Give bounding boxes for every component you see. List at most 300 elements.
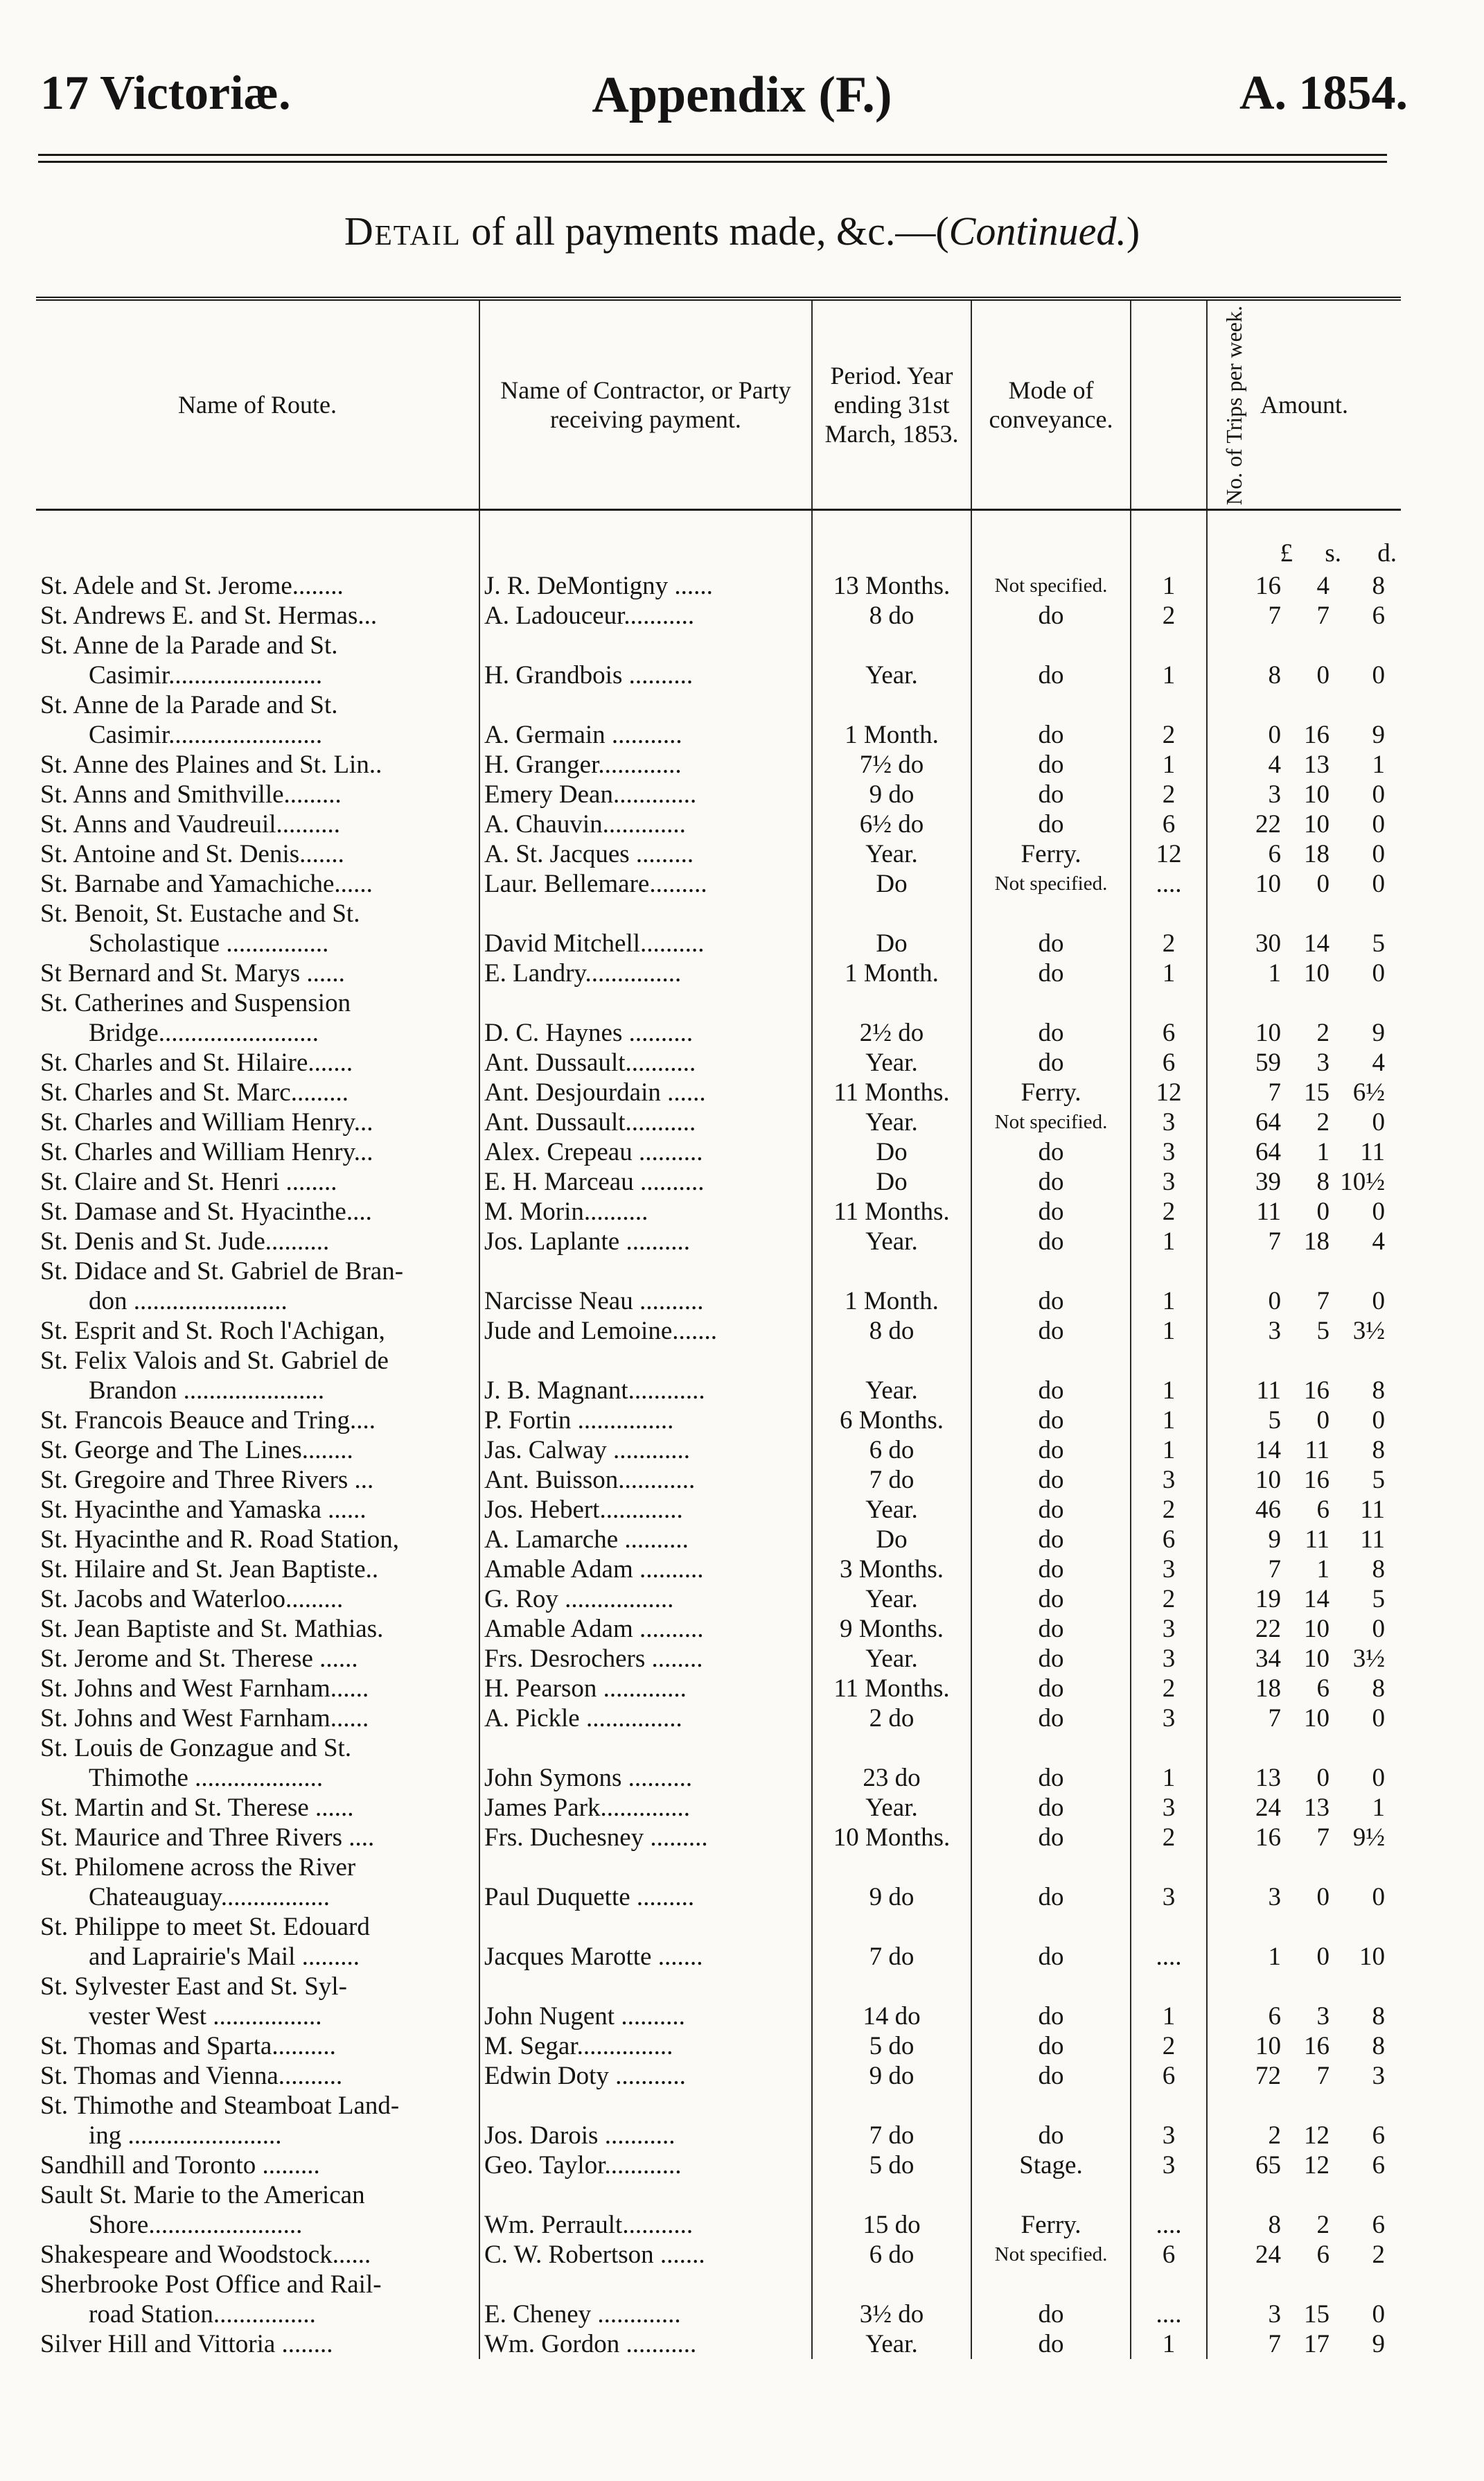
period-cell: 8 do bbox=[812, 601, 971, 631]
table-row bbox=[36, 1823, 1401, 1852]
amount-pounds: 1 bbox=[1268, 1943, 1281, 1971]
amount-shillings: 2 bbox=[1316, 1019, 1330, 1047]
amount-cell bbox=[1207, 1107, 1401, 1137]
contractor-cell: Jos. Laplante .......... bbox=[479, 1227, 812, 1256]
route-line: St. Charles and St. Marc......... bbox=[40, 1078, 348, 1107]
route-line: St. Claire and St. Henri ........ bbox=[40, 1168, 337, 1196]
contractor-cell: E. Landry............... bbox=[479, 958, 812, 988]
route-line: road Station................ bbox=[89, 2300, 316, 2329]
header-rule-bottom bbox=[38, 161, 1387, 163]
period-cell: 7 do bbox=[812, 2091, 971, 2150]
route-cell bbox=[36, 2329, 479, 2359]
table-row bbox=[36, 958, 1401, 988]
amount-pounds: 3 bbox=[1268, 1317, 1281, 1345]
mode-cell: do bbox=[971, 690, 1131, 750]
amount-pence: 4 bbox=[1372, 1049, 1385, 1077]
amount-cell bbox=[1207, 1525, 1401, 1554]
table-row bbox=[36, 988, 1401, 1048]
trips-cell: 1 bbox=[1131, 1346, 1207, 1405]
amount-shillings: 6 bbox=[1316, 1496, 1330, 1524]
route-line: St. Gregoire and Three Rivers ... bbox=[40, 1466, 374, 1494]
mode-cell: do bbox=[971, 1912, 1131, 1972]
amount-pence: 6 bbox=[1372, 2121, 1385, 2150]
amount-cell bbox=[1207, 1316, 1401, 1346]
route-line: and Laprairie's Mail ......... bbox=[89, 1943, 360, 1971]
route-line: St. Johns and West Farnham...... bbox=[40, 1674, 369, 1703]
amount-shillings: 3 bbox=[1316, 1049, 1330, 1077]
table-row bbox=[36, 2061, 1401, 2091]
amount-cell bbox=[1207, 1346, 1401, 1405]
mode-cell: do bbox=[971, 750, 1131, 780]
mode-cell: do bbox=[971, 1644, 1131, 1674]
amount-cell bbox=[1207, 2091, 1401, 2150]
mode-cell: do bbox=[971, 1584, 1131, 1614]
route-line: don ........................ bbox=[89, 1287, 288, 1315]
trips-cell: 6 bbox=[1131, 1525, 1207, 1554]
header-rule-top bbox=[38, 154, 1387, 156]
route-cell bbox=[36, 1495, 479, 1525]
contractor-cell: E. H. Marceau .......... bbox=[479, 1167, 812, 1197]
period-cell: 5 do bbox=[812, 2150, 971, 2180]
col-header-mode: Mode of conveyance. bbox=[971, 299, 1131, 510]
amount-pence: 6 bbox=[1372, 2211, 1385, 2239]
table-row bbox=[36, 2270, 1401, 2329]
trips-cell: 3 bbox=[1131, 1793, 1207, 1823]
contractor-cell: Jas. Calway ............ bbox=[479, 1435, 812, 1465]
amount-shillings: 5 bbox=[1316, 1317, 1330, 1345]
route-line: Sandhill and Toronto ......... bbox=[40, 2151, 320, 2180]
mode-cell: do bbox=[971, 1316, 1131, 1346]
trips-cell: 2 bbox=[1131, 1584, 1207, 1614]
mode-cell: do bbox=[971, 1405, 1131, 1435]
table-row bbox=[36, 1048, 1401, 1078]
table-row bbox=[36, 1167, 1401, 1197]
trips-cell: 1 bbox=[1131, 750, 1207, 780]
route-line: Chateauguay................. bbox=[89, 1883, 330, 1911]
shillings-unit: s. bbox=[1325, 539, 1341, 568]
period-cell: 10 Months. bbox=[812, 1823, 971, 1852]
amount-pounds: 0 bbox=[1268, 721, 1281, 749]
amount-pence: 11 bbox=[1360, 1525, 1385, 1554]
amount-cell bbox=[1207, 839, 1401, 869]
trips-cell: 1 bbox=[1131, 1733, 1207, 1793]
table-row bbox=[36, 899, 1401, 958]
route-line: Silver Hill and Vittoria ........ bbox=[40, 2330, 333, 2358]
amount-cell bbox=[1207, 780, 1401, 809]
route-cell bbox=[36, 1435, 479, 1465]
amount-cell bbox=[1207, 1435, 1401, 1465]
pounds-unit: £ bbox=[1280, 539, 1293, 568]
amount-cell bbox=[1207, 1733, 1401, 1793]
mode-cell: do bbox=[971, 780, 1131, 809]
amount-pence: 0 bbox=[1372, 1615, 1385, 1643]
mode-cell: do bbox=[971, 1346, 1131, 1405]
period-cell: 1 Month. bbox=[812, 958, 971, 988]
contractor-cell: Ant. Dussault........... bbox=[479, 1107, 812, 1137]
amount-shillings: 6 bbox=[1316, 2241, 1330, 2269]
amount-cell bbox=[1207, 1078, 1401, 1107]
trips-cell: 3 bbox=[1131, 2150, 1207, 2180]
amount-cell bbox=[1207, 1495, 1401, 1525]
contractor-cell: M. Morin.......... bbox=[479, 1197, 812, 1227]
contractor-cell: J. B. Magnant............ bbox=[479, 1346, 812, 1405]
amount-cell bbox=[1207, 899, 1401, 958]
amount-shillings: 15 bbox=[1304, 2300, 1330, 2329]
amount-shillings: 7 bbox=[1316, 2062, 1330, 2090]
period-cell: 23 do bbox=[812, 1733, 971, 1793]
contractor-cell: A. Germain ........... bbox=[479, 690, 812, 750]
contractor-cell: Laur. Bellemare......... bbox=[479, 869, 812, 899]
period-cell: 11 Months. bbox=[812, 1078, 971, 1107]
amount-cell bbox=[1207, 631, 1401, 690]
amount-pounds: 2 bbox=[1268, 2121, 1281, 2150]
amount-pence: 11 bbox=[1360, 1138, 1385, 1166]
col-header-trips bbox=[1131, 299, 1246, 510]
amount-pence: 8 bbox=[1372, 1436, 1385, 1464]
amount-shillings: 0 bbox=[1316, 1198, 1330, 1226]
mode-cell: do bbox=[971, 1167, 1131, 1197]
route-line: St. Andrews E. and St. Hermas... bbox=[40, 602, 378, 630]
amount-pounds: 7 bbox=[1268, 1227, 1281, 1256]
amount-shillings: 8 bbox=[1316, 1168, 1330, 1196]
amount-cell bbox=[1207, 1823, 1401, 1852]
table-row bbox=[36, 1465, 1401, 1495]
route-line: Sault St. Marie to the American bbox=[40, 2181, 365, 2209]
amount-pence: 0 bbox=[1372, 1704, 1385, 1733]
contractor-cell: A. St. Jacques ......... bbox=[479, 839, 812, 869]
period-cell: Year. bbox=[812, 1584, 971, 1614]
table-row bbox=[36, 1674, 1401, 1703]
route-line: St. Damase and St. Hyacinthe.... bbox=[40, 1198, 372, 1226]
route-line: Bridge......................... bbox=[89, 1019, 319, 1047]
table-row bbox=[36, 1733, 1401, 1793]
col-header-contractor: Name of Contractor, or Party receiving payment. bbox=[479, 299, 812, 510]
contractor-cell: James Park.............. bbox=[479, 1793, 812, 1823]
trips-header-label: No. of Trips per week. bbox=[1221, 305, 1246, 505]
mode-cell: do bbox=[971, 1137, 1131, 1167]
mode-cell: do bbox=[971, 2329, 1131, 2359]
amount-pounds: 7 bbox=[1268, 1704, 1281, 1733]
table-row bbox=[36, 2329, 1401, 2359]
amount-pence: 3½ bbox=[1352, 1317, 1385, 1345]
route-cell bbox=[36, 2180, 479, 2240]
contractor-cell: Ant. Desjourdain ...... bbox=[479, 1078, 812, 1107]
amount-pounds: 3 bbox=[1268, 1883, 1281, 1911]
amount-cell bbox=[1207, 2270, 1401, 2329]
amount-pence: 0 bbox=[1372, 1108, 1385, 1137]
amount-cell bbox=[1207, 1674, 1401, 1703]
route-line: St. Philippe to meet St. Edouard bbox=[40, 1913, 370, 1941]
route-line: Casimir........................ bbox=[89, 721, 323, 749]
trips-cell: 1 bbox=[1131, 1405, 1207, 1435]
amount-pence: 0 bbox=[1372, 959, 1385, 988]
amount-pounds: 0 bbox=[1268, 1287, 1281, 1315]
route-line: St. Antoine and St. Denis....... bbox=[40, 840, 344, 868]
route-cell bbox=[36, 899, 479, 958]
amount-cell bbox=[1207, 1465, 1401, 1495]
route-line: Brandon ...................... bbox=[89, 1376, 325, 1405]
mode-cell: Ferry. bbox=[971, 1078, 1131, 1107]
col-header-period: Period. Year ending 31st March, 1853. bbox=[812, 299, 971, 510]
amount-pounds: 13 bbox=[1255, 1764, 1281, 1792]
contractor-cell: Edwin Doty ........... bbox=[479, 2061, 812, 2091]
page-title bbox=[0, 208, 1484, 254]
table-row bbox=[36, 571, 1401, 601]
amount-cell bbox=[1207, 1644, 1401, 1674]
route-cell bbox=[36, 1584, 479, 1614]
table-row bbox=[36, 1435, 1401, 1465]
contractor-cell: A. Lamarche .......... bbox=[479, 1525, 812, 1554]
amount-units bbox=[1207, 538, 1401, 571]
amount-pence: 0 bbox=[1372, 1764, 1385, 1792]
trips-cell: 2 bbox=[1131, 780, 1207, 809]
contractor-cell: Frs. Desrochers ........ bbox=[479, 1644, 812, 1674]
route-line: St. Thimothe and Steamboat Land- bbox=[40, 2092, 400, 2120]
amount-pence: 6 bbox=[1372, 602, 1385, 630]
amount-shillings: 2 bbox=[1316, 1108, 1330, 1137]
table-row bbox=[36, 1972, 1401, 2031]
amount-pounds: 14 bbox=[1255, 1436, 1281, 1464]
trips-cell: 1 bbox=[1131, 571, 1207, 601]
trips-cell: 2 bbox=[1131, 899, 1207, 958]
period-cell: Year. bbox=[812, 1644, 971, 1674]
amount-pence: 8 bbox=[1372, 2002, 1385, 2031]
running-head-appendix: Appendix (F.) bbox=[592, 67, 892, 123]
route-cell bbox=[36, 1852, 479, 1912]
payments-table bbox=[36, 297, 1401, 2359]
trips-cell: 6 bbox=[1131, 2061, 1207, 2091]
amount-pounds: 64 bbox=[1255, 1108, 1281, 1137]
contractor-cell: Alex. Crepeau .......... bbox=[479, 1137, 812, 1167]
trips-cell: 1 bbox=[1131, 1256, 1207, 1316]
amount-shillings: 16 bbox=[1304, 721, 1330, 749]
amount-pence: 1 bbox=[1372, 1794, 1385, 1822]
contractor-cell: Jos. Darois ........... bbox=[479, 2091, 812, 2150]
table-row bbox=[36, 1137, 1401, 1167]
period-cell: 13 Months. bbox=[812, 571, 971, 601]
amount-shillings: 12 bbox=[1304, 2121, 1330, 2150]
contractor-cell: Paul Duquette ......... bbox=[479, 1852, 812, 1912]
pence-unit: d. bbox=[1377, 539, 1397, 568]
table-row bbox=[36, 1852, 1401, 1912]
route-cell bbox=[36, 1912, 479, 1972]
trips-cell: 2 bbox=[1131, 1197, 1207, 1227]
contractor-cell: J. R. DeMontigny ...... bbox=[479, 571, 812, 601]
amount-pence: 5 bbox=[1372, 929, 1385, 958]
amount-pounds: 11 bbox=[1256, 1198, 1281, 1226]
mode-cell: do bbox=[971, 631, 1131, 690]
mode-cell: do bbox=[971, 1823, 1131, 1852]
trips-cell: 3 bbox=[1131, 1137, 1207, 1167]
amount-cell bbox=[1207, 2180, 1401, 2240]
amount-cell bbox=[1207, 1793, 1401, 1823]
table-row bbox=[36, 1256, 1401, 1316]
route-line: St. Didace and St. Gabriel de Bran- bbox=[40, 1257, 404, 1286]
amount-pence: 5 bbox=[1372, 1585, 1385, 1613]
contractor-cell: A. Pickle ............... bbox=[479, 1703, 812, 1733]
route-cell bbox=[36, 1644, 479, 1674]
trips-cell: 3 bbox=[1131, 1554, 1207, 1584]
period-cell: 6 Months. bbox=[812, 1405, 971, 1435]
amount-pounds: 7 bbox=[1268, 602, 1281, 630]
amount-pounds: 22 bbox=[1255, 810, 1281, 839]
amount-cell bbox=[1207, 958, 1401, 988]
amount-pounds: 59 bbox=[1255, 1049, 1281, 1077]
title-middle: of all payments made, &c.—( bbox=[461, 209, 949, 254]
amount-cell bbox=[1207, 1197, 1401, 1227]
amount-pounds: 3 bbox=[1268, 780, 1281, 809]
mode-cell: Not specified. bbox=[971, 869, 1131, 899]
period-cell: Do bbox=[812, 1167, 971, 1197]
amount-pence: 8 bbox=[1372, 572, 1385, 600]
amount-shillings: 13 bbox=[1304, 1794, 1330, 1822]
route-line: St. Denis and St. Jude.......... bbox=[40, 1227, 330, 1256]
route-cell bbox=[36, 839, 479, 869]
amount-cell bbox=[1207, 571, 1401, 601]
trips-cell: 12 bbox=[1131, 1078, 1207, 1107]
route-line: St. Catherines and Suspension bbox=[40, 989, 351, 1017]
amount-shillings: 0 bbox=[1316, 1764, 1330, 1792]
amount-shillings: 11 bbox=[1305, 1436, 1330, 1464]
route-cell bbox=[36, 1972, 479, 2031]
route-cell bbox=[36, 631, 479, 690]
amount-pence: 8 bbox=[1372, 2032, 1385, 2060]
amount-pounds: 3 bbox=[1268, 2300, 1281, 2329]
amount-shillings: 1 bbox=[1316, 1555, 1330, 1584]
amount-pounds: 18 bbox=[1255, 1674, 1281, 1703]
amount-shillings: 1 bbox=[1316, 1138, 1330, 1166]
amount-pence: 10 bbox=[1359, 1943, 1385, 1971]
mode-cell: do bbox=[971, 1852, 1131, 1912]
period-cell: Year. bbox=[812, 631, 971, 690]
route-cell bbox=[36, 1048, 479, 1078]
table-row bbox=[36, 1346, 1401, 1405]
route-line: St. Sylvester East and St. Syl- bbox=[40, 1972, 347, 2001]
amount-shillings: 10 bbox=[1304, 810, 1330, 839]
amount-cell bbox=[1207, 869, 1401, 899]
contractor-cell: Wm. Perrault........... bbox=[479, 2180, 812, 2240]
amount-shillings: 15 bbox=[1304, 1078, 1330, 1107]
route-line: St. Charles and St. Hilaire....... bbox=[40, 1049, 353, 1077]
amount-cell bbox=[1207, 750, 1401, 780]
route-line: St. Hyacinthe and Yamaska ...... bbox=[40, 1496, 366, 1524]
amount-cell bbox=[1207, 1167, 1401, 1197]
route-cell bbox=[36, 1614, 479, 1644]
amount-pounds: 7 bbox=[1268, 1078, 1281, 1107]
route-line: St. Anne de la Parade and St. bbox=[40, 631, 338, 660]
contractor-cell: Jos. Hebert............. bbox=[479, 1495, 812, 1525]
trips-cell: 6 bbox=[1131, 2240, 1207, 2270]
amount-cell bbox=[1207, 2150, 1401, 2180]
amount-pence: 2 bbox=[1372, 2241, 1385, 2269]
amount-pounds: 30 bbox=[1255, 929, 1281, 958]
amount-pounds: 72 bbox=[1255, 2062, 1281, 2090]
amount-shillings: 4 bbox=[1316, 572, 1330, 600]
amount-shillings: 10 bbox=[1304, 780, 1330, 809]
route-cell bbox=[36, 1316, 479, 1346]
amount-pence: 1 bbox=[1372, 751, 1385, 779]
route-line: St. Francois Beauce and Tring.... bbox=[40, 1406, 376, 1435]
period-cell: 9 do bbox=[812, 2061, 971, 2091]
amount-cell bbox=[1207, 1614, 1401, 1644]
amount-pence: 0 bbox=[1372, 1883, 1385, 1911]
amount-cell bbox=[1207, 2061, 1401, 2091]
trips-cell: 2 bbox=[1131, 1495, 1207, 1525]
mode-cell: do bbox=[971, 1733, 1131, 1793]
amount-pence: 0 bbox=[1372, 810, 1385, 839]
contractor-cell: E. Cheney ............. bbox=[479, 2270, 812, 2329]
mode-cell: do bbox=[971, 1972, 1131, 2031]
table-row bbox=[36, 1525, 1401, 1554]
route-cell bbox=[36, 1674, 479, 1703]
period-cell: Year. bbox=[812, 1227, 971, 1256]
mode-cell: Not specified. bbox=[971, 2240, 1131, 2270]
mode-cell: do bbox=[971, 2061, 1131, 2091]
trips-cell: 2 bbox=[1131, 601, 1207, 631]
amount-pounds: 10 bbox=[1255, 1466, 1281, 1494]
route-cell bbox=[36, 988, 479, 1048]
table-row bbox=[36, 1107, 1401, 1137]
amount-pounds: 22 bbox=[1255, 1615, 1281, 1643]
mode-cell: do bbox=[971, 1495, 1131, 1525]
amount-cell bbox=[1207, 1972, 1401, 2031]
period-cell: 6 do bbox=[812, 1435, 971, 1465]
period-cell: 5 do bbox=[812, 2031, 971, 2061]
amount-pounds: 6 bbox=[1268, 2002, 1281, 2031]
route-line: ing ........................ bbox=[89, 2121, 282, 2150]
route-line: St. Philomene across the River bbox=[40, 1853, 356, 1882]
amount-pounds: 10 bbox=[1255, 1019, 1281, 1047]
route-cell bbox=[36, 1256, 479, 1316]
route-cell bbox=[36, 601, 479, 631]
amount-shillings: 16 bbox=[1304, 1466, 1330, 1494]
table-row bbox=[36, 780, 1401, 809]
route-line: St. Anne des Plaines and St. Lin.. bbox=[40, 751, 382, 779]
amount-pounds: 65 bbox=[1255, 2151, 1281, 2180]
trips-cell: 2 bbox=[1131, 2031, 1207, 2061]
route-line: St. Felix Valois and St. Gabriel de bbox=[40, 1347, 389, 1375]
period-cell: Year. bbox=[812, 839, 971, 869]
amount-pounds: 39 bbox=[1255, 1168, 1281, 1196]
period-cell: 6½ do bbox=[812, 809, 971, 839]
mode-cell: do bbox=[971, 2091, 1131, 2150]
table-row bbox=[36, 631, 1401, 690]
route-line: Casimir........................ bbox=[89, 661, 323, 690]
amount-cell bbox=[1207, 1256, 1401, 1316]
period-cell: 7 do bbox=[812, 1912, 971, 1972]
amount-pounds: 6 bbox=[1268, 840, 1281, 868]
trips-cell: .... bbox=[1131, 869, 1207, 899]
amount-shillings: 11 bbox=[1305, 1525, 1330, 1554]
contractor-cell: David Mitchell.......... bbox=[479, 899, 812, 958]
trips-cell: 12 bbox=[1131, 839, 1207, 869]
amount-pence: 10½ bbox=[1340, 1168, 1385, 1196]
route-line: Sherbrooke Post Office and Rail- bbox=[40, 2270, 382, 2299]
amount-pence: 9 bbox=[1372, 721, 1385, 749]
trips-cell: 1 bbox=[1131, 1316, 1207, 1346]
contractor-cell: P. Fortin ............... bbox=[479, 1405, 812, 1435]
amount-cell bbox=[1207, 601, 1401, 631]
mode-cell: do bbox=[971, 899, 1131, 958]
mode-cell: do bbox=[971, 2031, 1131, 2061]
amount-pounds: 9 bbox=[1268, 1525, 1281, 1554]
mode-cell: Not specified. bbox=[971, 1107, 1131, 1137]
amount-pounds: 24 bbox=[1255, 1794, 1281, 1822]
route-line: St. Adele and St. Jerome........ bbox=[40, 572, 344, 600]
period-cell: Year. bbox=[812, 1495, 971, 1525]
amount-shillings: 0 bbox=[1316, 1943, 1330, 1971]
route-cell bbox=[36, 1793, 479, 1823]
